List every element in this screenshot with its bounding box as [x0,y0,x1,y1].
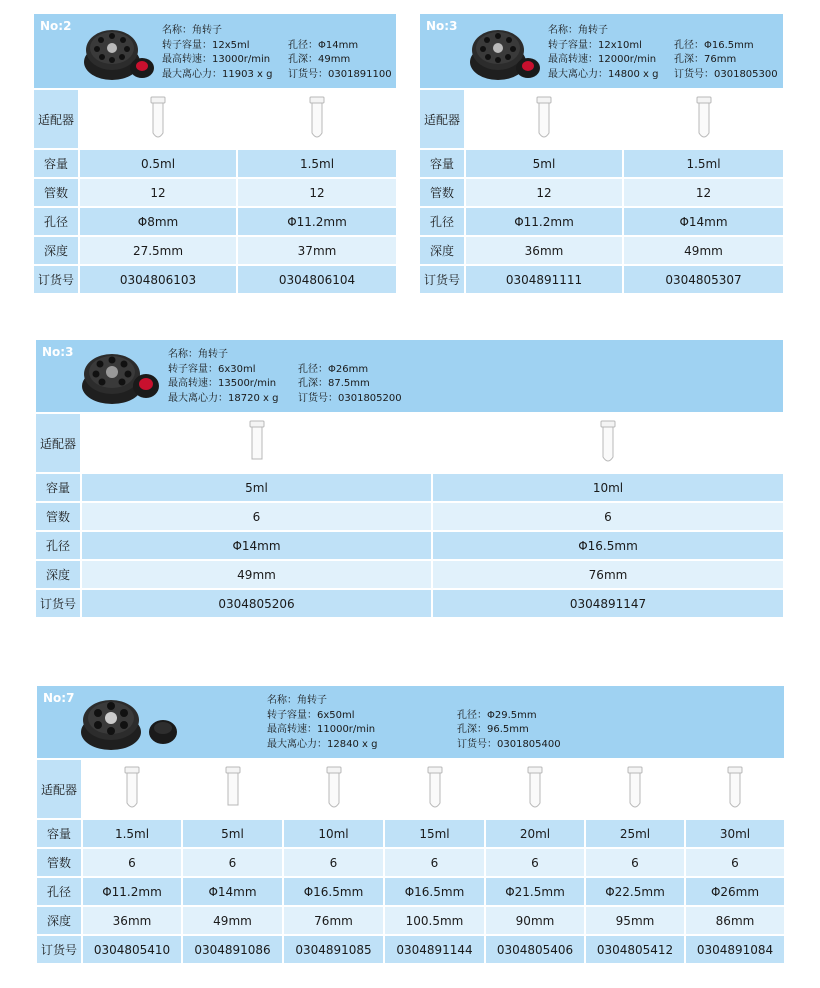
cell-order: 0304805307 [624,266,783,293]
row-capacity [37,820,784,847]
cell-count: 6 [385,849,484,876]
adapter-tube-image [466,90,622,148]
tube-icon [534,95,554,143]
card-number: No:3 [42,345,74,359]
angle-rotor-icon [79,692,179,754]
rotor-specs [168,348,448,406]
row-order [37,936,784,963]
label-count: 管数 [36,503,80,530]
row-bore [34,208,396,235]
cell-count: 6 [433,503,783,530]
adapter-tube-image [686,760,784,818]
cell-bore: Φ21.5mm [486,878,584,905]
cell-capacity: 1.5ml [624,150,783,177]
label-depth: 深度 [34,237,78,264]
label-count: 管数 [37,849,81,876]
tube-icon [694,95,714,143]
tube-icon [148,95,168,143]
label-adapter: 适配器 [34,90,78,148]
row-count [36,503,783,530]
card-number: No:7 [43,691,75,705]
cell-bore: Φ14mm [82,532,431,559]
spec-depth: 孔深：49mm [288,54,351,65]
card-header [36,340,783,412]
row-capacity [34,150,396,177]
cell-order: 0304805206 [82,590,431,617]
cell-count: 6 [183,849,282,876]
adapter-tube-image [238,90,396,148]
spec-speed: 最高转速：13500r/min [168,378,277,389]
row-capacity [420,150,783,177]
cell-depth: 36mm [83,907,181,934]
card-header [34,14,396,88]
row-capacity [36,474,783,501]
adapter-tube-image [183,760,282,818]
spec-bore: 孔径：Φ16.5mm [674,39,754,51]
cell-order: 0304891147 [433,590,783,617]
cell-order: 0304806103 [80,266,236,293]
cell-capacity: 30ml [686,820,784,847]
cell-depth: 76mm [284,907,383,934]
angle-rotor-icon [82,22,156,84]
cell-bore: Φ16.5mm [385,878,484,905]
spec-bore: 孔径：Φ26mm [298,363,369,375]
cell-bore: Φ16.5mm [433,532,783,559]
cell-depth: 49mm [624,237,783,264]
cell-bore: Φ22.5mm [586,878,684,905]
spec-speed: 最高转速：13000r/min [162,54,271,65]
cell-count: 6 [83,849,181,876]
card-header [37,686,784,758]
tube-icon [324,765,344,813]
spec-speed: 最高转速：11000r/min [267,724,376,735]
row-bore [420,208,783,235]
label-depth: 深度 [420,237,464,264]
spec-name: 名称：角转子 [267,695,327,706]
card-header [420,14,783,88]
row-adapter [36,414,783,472]
cell-bore: Φ14mm [183,878,282,905]
cell-order: 0304806104 [238,266,396,293]
label-depth: 深度 [36,561,80,588]
label-capacity: 容量 [37,820,81,847]
cell-bore: Φ16.5mm [284,878,383,905]
spec-capacity: 转子容量：6x30ml [168,363,256,375]
tube-icon [307,95,327,143]
cell-depth: 90mm [486,907,584,934]
row-order [420,266,783,293]
adapter-tube-image [586,760,684,818]
cell-capacity: 10ml [284,820,383,847]
row-adapter [34,90,396,148]
cell-count: 6 [686,849,784,876]
row-order [36,590,783,617]
cell-depth: 95mm [586,907,684,934]
cell-count: 6 [586,849,684,876]
spec-depth: 孔深：76mm [674,54,737,65]
cell-capacity: 20ml [486,820,584,847]
cell-depth: 86mm [686,907,784,934]
spec-name: 名称：角转子 [548,25,608,36]
angle-rotor-icon [468,22,542,84]
cell-bore: Φ11.2mm [83,878,181,905]
cell-depth: 37mm [238,237,396,264]
spec-name: 名称：角转子 [168,349,228,360]
label-adapter: 适配器 [36,414,80,472]
cell-depth: 76mm [433,561,783,588]
rotor-specs [267,694,687,752]
cell-capacity: 10ml [433,474,783,501]
label-bore: 孔径 [34,208,78,235]
label-capacity: 容量 [36,474,80,501]
spec-order: 订货号：0301805200 [298,392,402,404]
rotor-card-no3 [420,14,783,294]
tube-icon [625,765,645,813]
cell-capacity: 15ml [385,820,484,847]
label-order: 订货号 [36,590,80,617]
spec-order: 订货号：0301805400 [457,738,561,750]
cell-capacity: 1.5ml [238,150,396,177]
row-bore [36,532,783,559]
row-adapter [37,760,784,818]
cell-capacity: 1.5ml [83,820,181,847]
tube-icon [525,765,545,813]
cell-order: 0304805412 [586,936,684,963]
adapter-tube-image [624,90,783,148]
spec-force: 最大离心力：11903 x g [162,68,273,80]
rotor-card-no2 [34,14,396,294]
spec-bore: 孔径：Φ29.5mm [457,709,537,721]
row-depth [36,561,783,588]
row-count [34,179,396,206]
label-order: 订货号 [420,266,464,293]
row-depth [37,907,784,934]
cell-count: 6 [284,849,383,876]
card-number: No:3 [426,19,458,33]
spec-order: 订货号：0301805300 [674,68,778,80]
adapter-tube-image [80,90,236,148]
cell-order: 0304891085 [284,936,383,963]
row-order [34,266,396,293]
cell-order: 0304891111 [466,266,622,293]
label-order: 订货号 [37,936,81,963]
cell-capacity: 5ml [82,474,431,501]
label-count: 管数 [420,179,464,206]
spec-capacity: 转子容量：6x50ml [267,709,355,721]
angle-rotor-icon [80,346,160,408]
adapter-tube-image [385,760,484,818]
spec-force: 最大离心力：18720 x g [168,392,279,404]
adapter-tube-image [83,760,181,818]
adapter-tube-image [486,760,584,818]
cell-depth: 27.5mm [80,237,236,264]
card-number: No:2 [40,19,72,33]
label-depth: 深度 [37,907,81,934]
spec-speed: 最高转速：12000r/min [548,54,657,65]
label-order: 订货号 [34,266,78,293]
spec-bore: 孔径：Φ14mm [288,39,359,51]
rotor-card-no3-6x30 [36,340,783,618]
cell-count: 12 [80,179,236,206]
tube-icon [725,765,745,813]
row-depth [34,237,396,264]
label-capacity: 容量 [34,150,78,177]
adapter-tube-image [433,414,783,472]
cell-count: 6 [486,849,584,876]
row-count [37,849,784,876]
row-bore [37,878,784,905]
row-adapter [420,90,783,148]
cell-order: 0304805410 [83,936,181,963]
cell-bore: Φ26mm [686,878,784,905]
spec-depth: 孔深：96.5mm [457,724,529,735]
label-bore: 孔径 [420,208,464,235]
tube-icon [122,765,142,813]
cell-bore: Φ14mm [624,208,783,235]
cell-count: 12 [466,179,622,206]
label-bore: 孔径 [36,532,80,559]
cell-count: 12 [238,179,396,206]
row-depth [420,237,783,264]
spec-order: 订货号：0301891100 [288,68,392,80]
row-count [420,179,783,206]
adapter-tube-image [82,414,431,472]
label-adapter: 适配器 [420,90,464,148]
cell-order: 0304891086 [183,936,282,963]
cell-bore: Φ11.2mm [466,208,622,235]
cell-capacity: 25ml [586,820,684,847]
cell-bore: Φ11.2mm [238,208,396,235]
rotor-specs [548,24,780,82]
tube-icon [247,419,267,467]
tube-icon [598,419,618,467]
label-adapter: 适配器 [37,760,81,818]
cell-order: 0304891144 [385,936,484,963]
spec-capacity: 转子容量：12x5ml [162,39,250,51]
label-bore: 孔径 [37,878,81,905]
spec-force: 最大离心力：14800 x g [548,68,659,80]
adapter-tube-image [284,760,383,818]
cell-bore: Φ8mm [80,208,236,235]
cell-depth: 49mm [82,561,431,588]
cell-capacity: 0.5ml [80,150,236,177]
spec-force: 最大离心力：12840 x g [267,738,378,750]
tube-icon [425,765,445,813]
rotor-card-no7 [37,686,784,964]
tube-icon [223,765,243,813]
spec-capacity: 转子容量：12x10ml [548,39,642,51]
spec-depth: 孔深：87.5mm [298,378,370,389]
cell-capacity: 5ml [183,820,282,847]
cell-order: 0304805406 [486,936,584,963]
cell-depth: 49mm [183,907,282,934]
cell-depth: 100.5mm [385,907,484,934]
label-count: 管数 [34,179,78,206]
cell-capacity: 5ml [466,150,622,177]
cell-count: 12 [624,179,783,206]
label-capacity: 容量 [420,150,464,177]
cell-count: 6 [82,503,431,530]
spec-name: 名称：角转子 [162,25,222,36]
cell-order: 0304891084 [686,936,784,963]
cell-depth: 36mm [466,237,622,264]
rotor-specs [162,24,392,82]
